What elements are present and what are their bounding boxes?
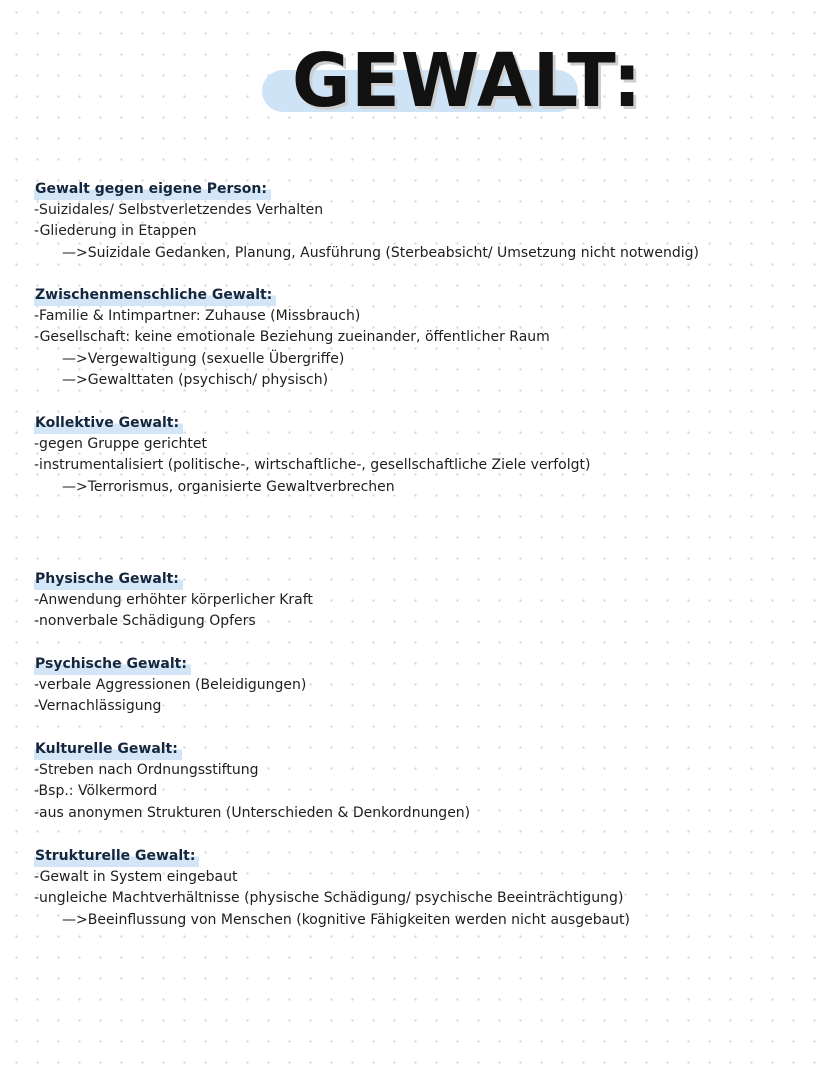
list-item: -Vernachlässigung	[34, 698, 162, 715]
list-item: -Gesellschaft: keine emotionale Beziehung zueinander, öffentlicher Raum	[34, 329, 550, 346]
section-heading: Psychische Gewalt:	[34, 654, 191, 675]
list-subitem: —>Beeinflussung von Menschen (kognitive Fähigkeiten werden nicht ausgebaut)	[62, 911, 630, 928]
list-subitem: —>Suizidale Gedanken, Planung, Ausführung (Sterbeabsicht/ Umsetzung nicht notwendig)	[62, 244, 699, 261]
list-item: -aus anonymen Strukturen (Unterschieden & Denkordnungen)	[34, 804, 471, 821]
list-item: -Familie & Intimpartner: Zuhause (Missbrauch)	[34, 308, 361, 324]
list-item: -gegen Gruppe gerichtet	[34, 436, 207, 452]
list-item: -Bsp.: Völkermord	[34, 783, 158, 800]
title-block	[262, 38, 643, 148]
section-heading: Strukturelle Gewalt:	[34, 846, 199, 867]
list-item: -Suizidales/ Selbstverletzendes Verhalten	[34, 202, 324, 218]
section-eigene-person	[34, 178, 699, 264]
list-item: -Anwendung erhöhter körperlicher Kraft	[34, 592, 313, 608]
section-strukturell	[34, 845, 630, 931]
list-item: -Gliederung in Etappen	[34, 223, 197, 240]
list-item: -ungleiche Machtverhältnisse (physische Schädigung/ psychische Beeinträchtigung)	[34, 890, 624, 907]
list-item: -nonverbale Schädigung Opfers	[34, 613, 256, 630]
section-heading: Physische Gewalt:	[34, 569, 183, 590]
section-heading: Kollektive Gewalt:	[34, 413, 183, 434]
section-heading: Kulturelle Gewalt:	[34, 739, 182, 760]
section-zwischenmenschlich	[34, 284, 550, 391]
list-subitem: —>Gewalttaten (psychisch/ physisch)	[62, 371, 329, 388]
list-item: -Streben nach Ordnungsstiftung	[34, 762, 259, 778]
list-item: -verbale Aggressionen (Beleidigungen)	[34, 677, 307, 693]
section-kulturell	[34, 738, 470, 824]
list-subitem: —>Vergewaltigung (sexuelle Übergriffe)	[62, 350, 345, 367]
section-heading: Zwischenmenschliche Gewalt:	[34, 285, 276, 306]
page-title: GEWALT:	[292, 38, 643, 124]
section-psychisch	[34, 653, 306, 718]
list-item: -instrumentalisiert (politische-, wirtschaftliche-, gesellschaftliche Ziele verfolgt)	[34, 457, 591, 474]
section-physisch	[34, 568, 313, 633]
list-subitem: —>Terrorismus, organisierte Gewaltverbrechen	[62, 478, 395, 495]
list-item: -Gewalt in System eingebaut	[34, 869, 238, 885]
section-heading: Gewalt gegen eigene Person:	[34, 179, 271, 200]
section-kollektiv	[34, 412, 590, 498]
